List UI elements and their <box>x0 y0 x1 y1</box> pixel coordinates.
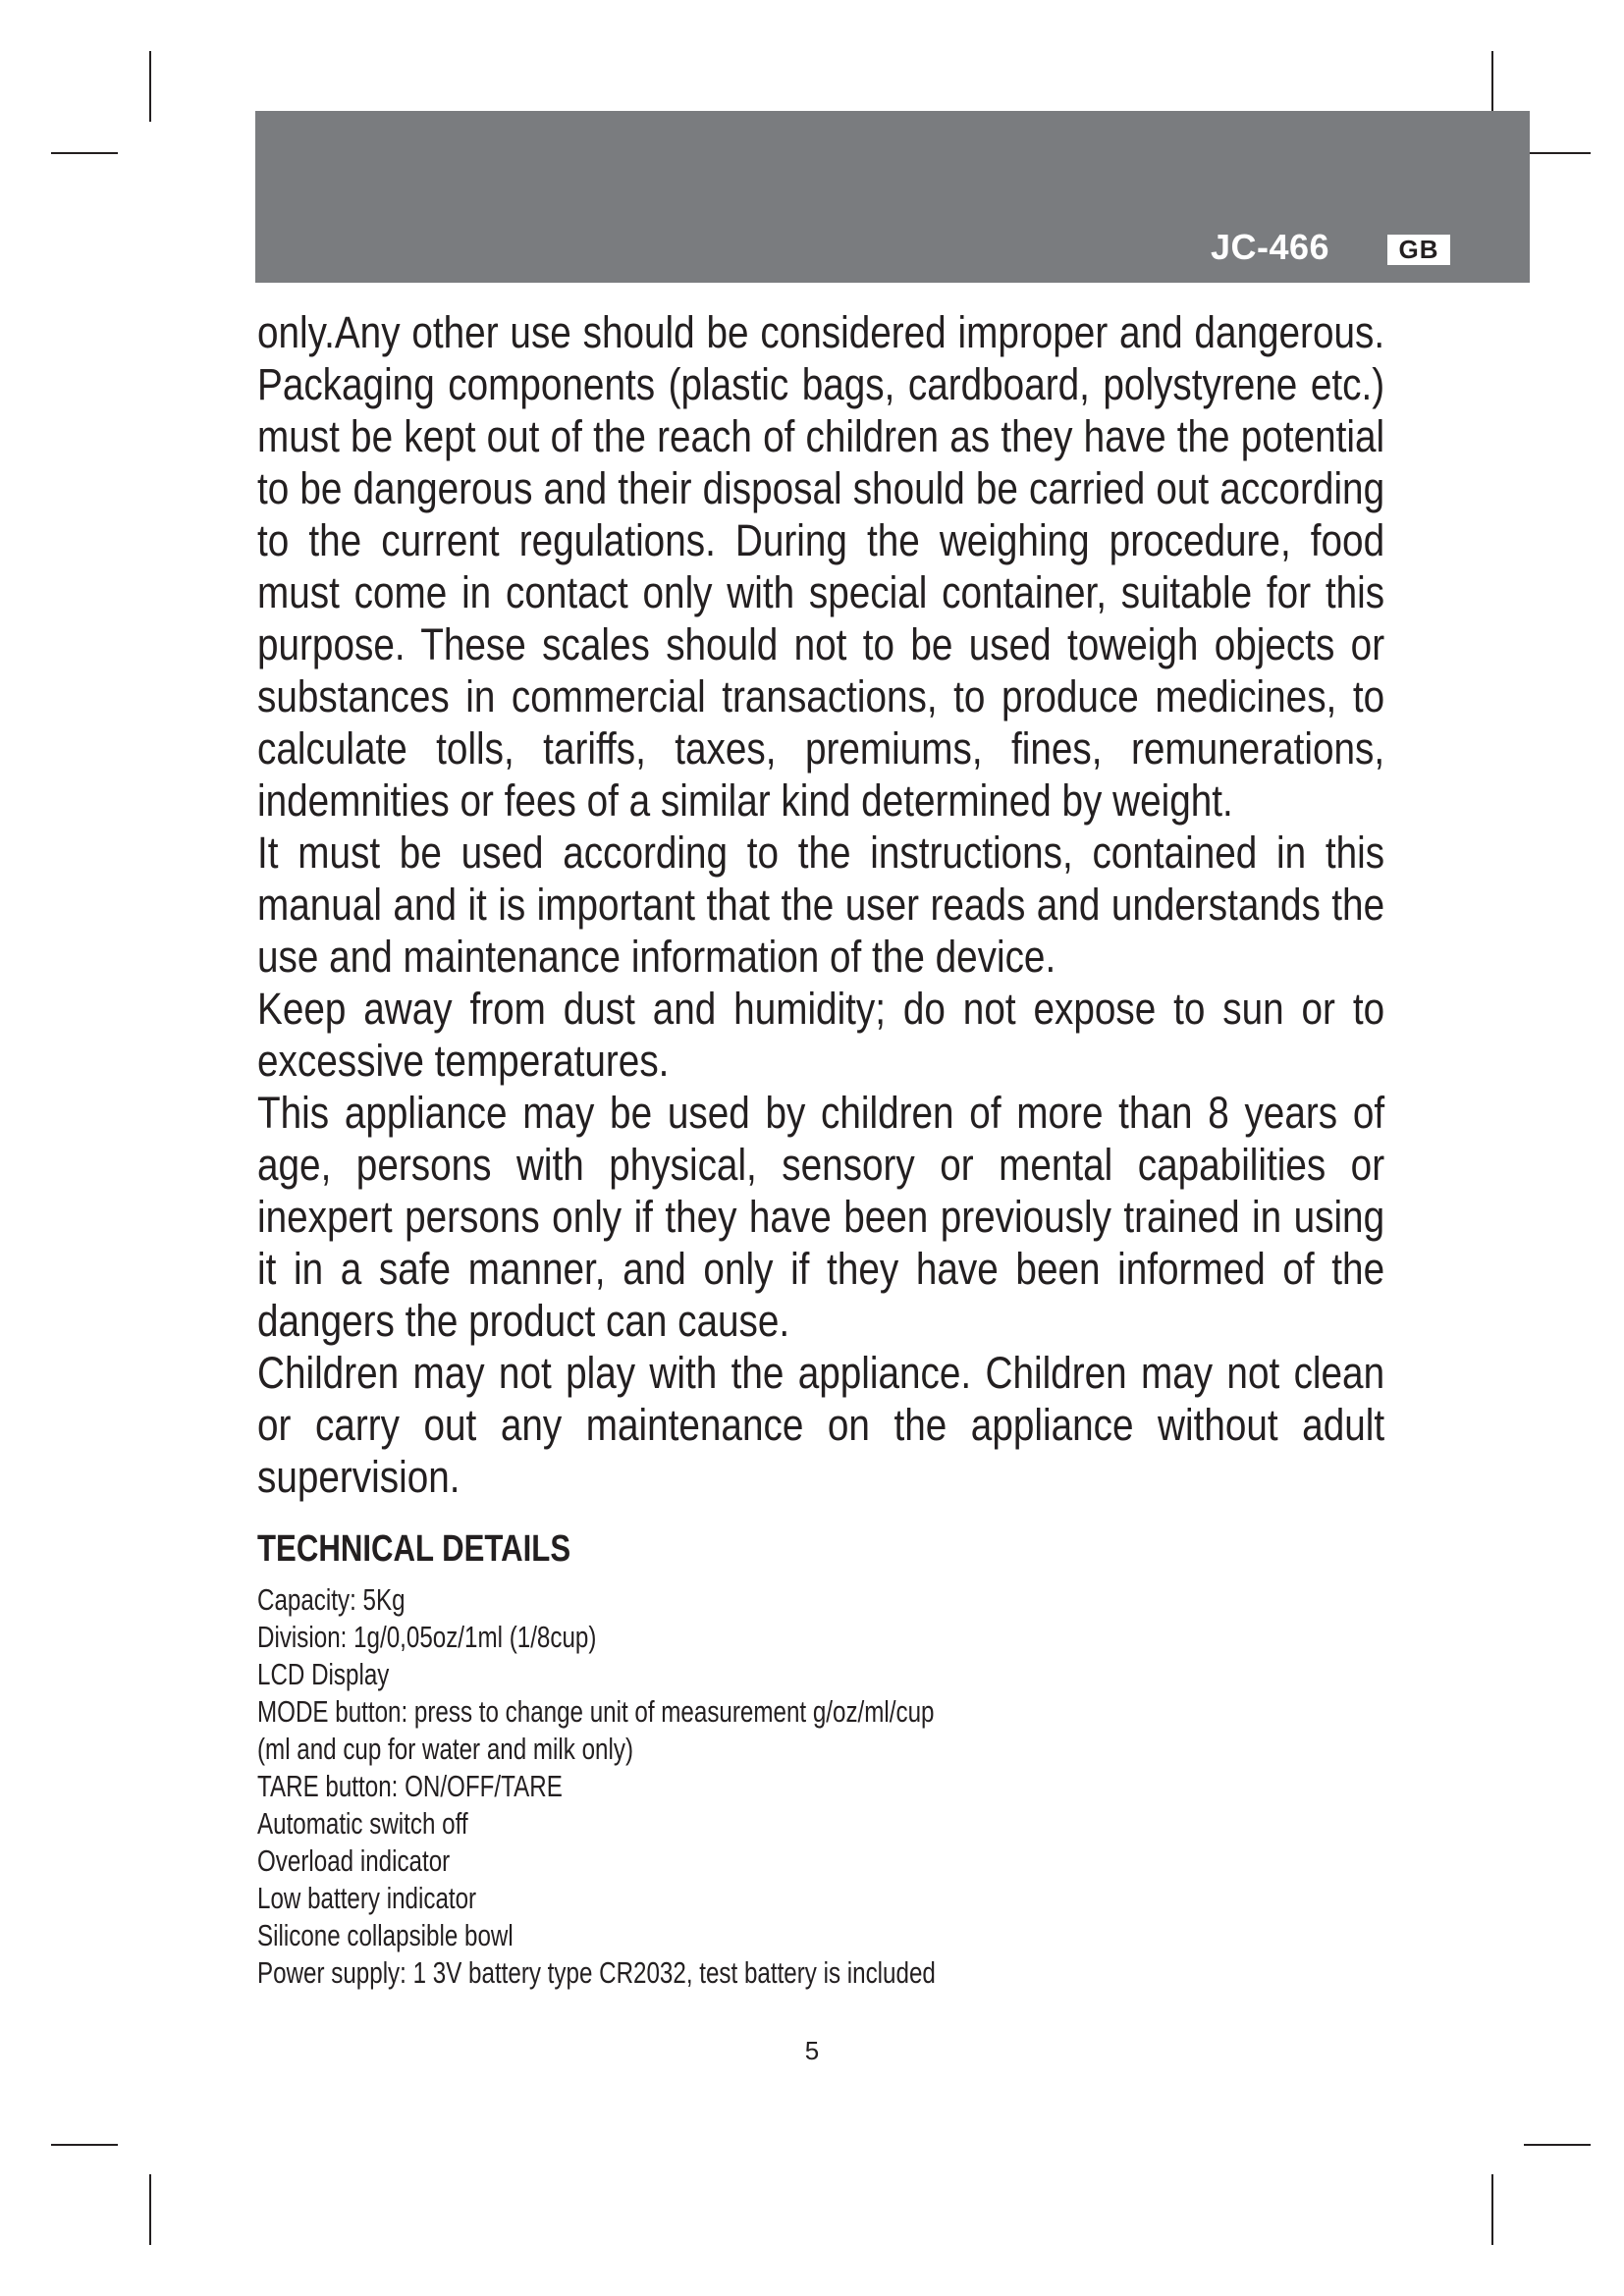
crop-mark-top-right-horizontal <box>1524 152 1591 154</box>
spec-mode-note: (ml and cup for water and milk only) <box>257 1732 634 1766</box>
crop-mark-top-left-horizontal <box>51 152 118 154</box>
crop-mark-bottom-left-vertical <box>149 2174 151 2245</box>
spec-capacity: Capacity: 5Kg <box>257 1582 406 1617</box>
paragraph-intended-use: only.Any other use should be considered improper and dangerous. Packaging components (plastic bags, cardboard, polystyrene etc.) must be kept out of the reach of children as they have the potential to be dangerous and their disposal should be carried out according to the current regulations. During the weighing procedure, food must come in contact only with special container, suitable for this purpose. These scales should not to be used toweigh objects or substances in commercial transactions, to produce medicines, to calculate tolls, tariffs, taxes, premiums, fines, remunerations, indemnities or fees of a similar kind determined by weight. <box>257 307 1385 826</box>
spec-tare-button: TARE button: ON/OFF/TARE <box>257 1769 563 1803</box>
spec-power-supply: Power supply: 1 3V battery type CR2032, test battery is included <box>257 1955 936 1990</box>
paragraph-environment: Keep away from dust and humidity; do not expose to sun or to excessive temperatures. <box>257 984 1385 1086</box>
paragraph-children-supervision: Children may not play with the appliance. Children may not clean or carry out any maintenance on the appliance without adult supervision. <box>257 1348 1385 1502</box>
spec-overload: Overload indicator <box>257 1843 451 1878</box>
page-number: 5 <box>804 2036 820 2065</box>
crop-mark-bottom-right-vertical <box>1491 2174 1493 2245</box>
body-text <box>257 306 1384 1503</box>
crop-mark-top-left-vertical <box>149 51 151 122</box>
spec-low-battery: Low battery indicator <box>257 1881 477 1915</box>
language-badge: GB <box>1387 235 1450 265</box>
paragraph-children-use: This appliance may be used by children of more than 8 years of age, persons with physical, sensory or mental capabilities or inexpert persons only if they have been previously trained in using it in a safe manner, and only if they have been informed of the dangers the product can cause. <box>257 1088 1385 1346</box>
crop-mark-bottom-right-horizontal <box>1524 2144 1591 2146</box>
spec-bowl: Silicone collapsible bowl <box>257 1918 514 1952</box>
header-band <box>255 111 1530 283</box>
spec-display: LCD Display <box>257 1657 390 1691</box>
spec-mode-button: MODE button: press to change unit of measurement g/oz/ml/cup <box>257 1694 935 1729</box>
model-code: JC-466 <box>1211 227 1330 267</box>
technical-details-section <box>257 1526 1141 1992</box>
spec-division: Division: 1g/0,05oz/1ml (1/8cup) <box>257 1620 597 1654</box>
technical-details-heading: TECHNICAL DETAILS <box>257 1528 571 1570</box>
technical-details-list <box>257 1581 1141 1992</box>
crop-mark-bottom-left-horizontal <box>51 2144 118 2146</box>
paragraph-instructions: It must be used according to the instructions, contained in this manual and it is important that the user reads and understands the use and maintenance information of the device. <box>257 828 1385 982</box>
spec-auto-off: Automatic switch off <box>257 1806 468 1841</box>
